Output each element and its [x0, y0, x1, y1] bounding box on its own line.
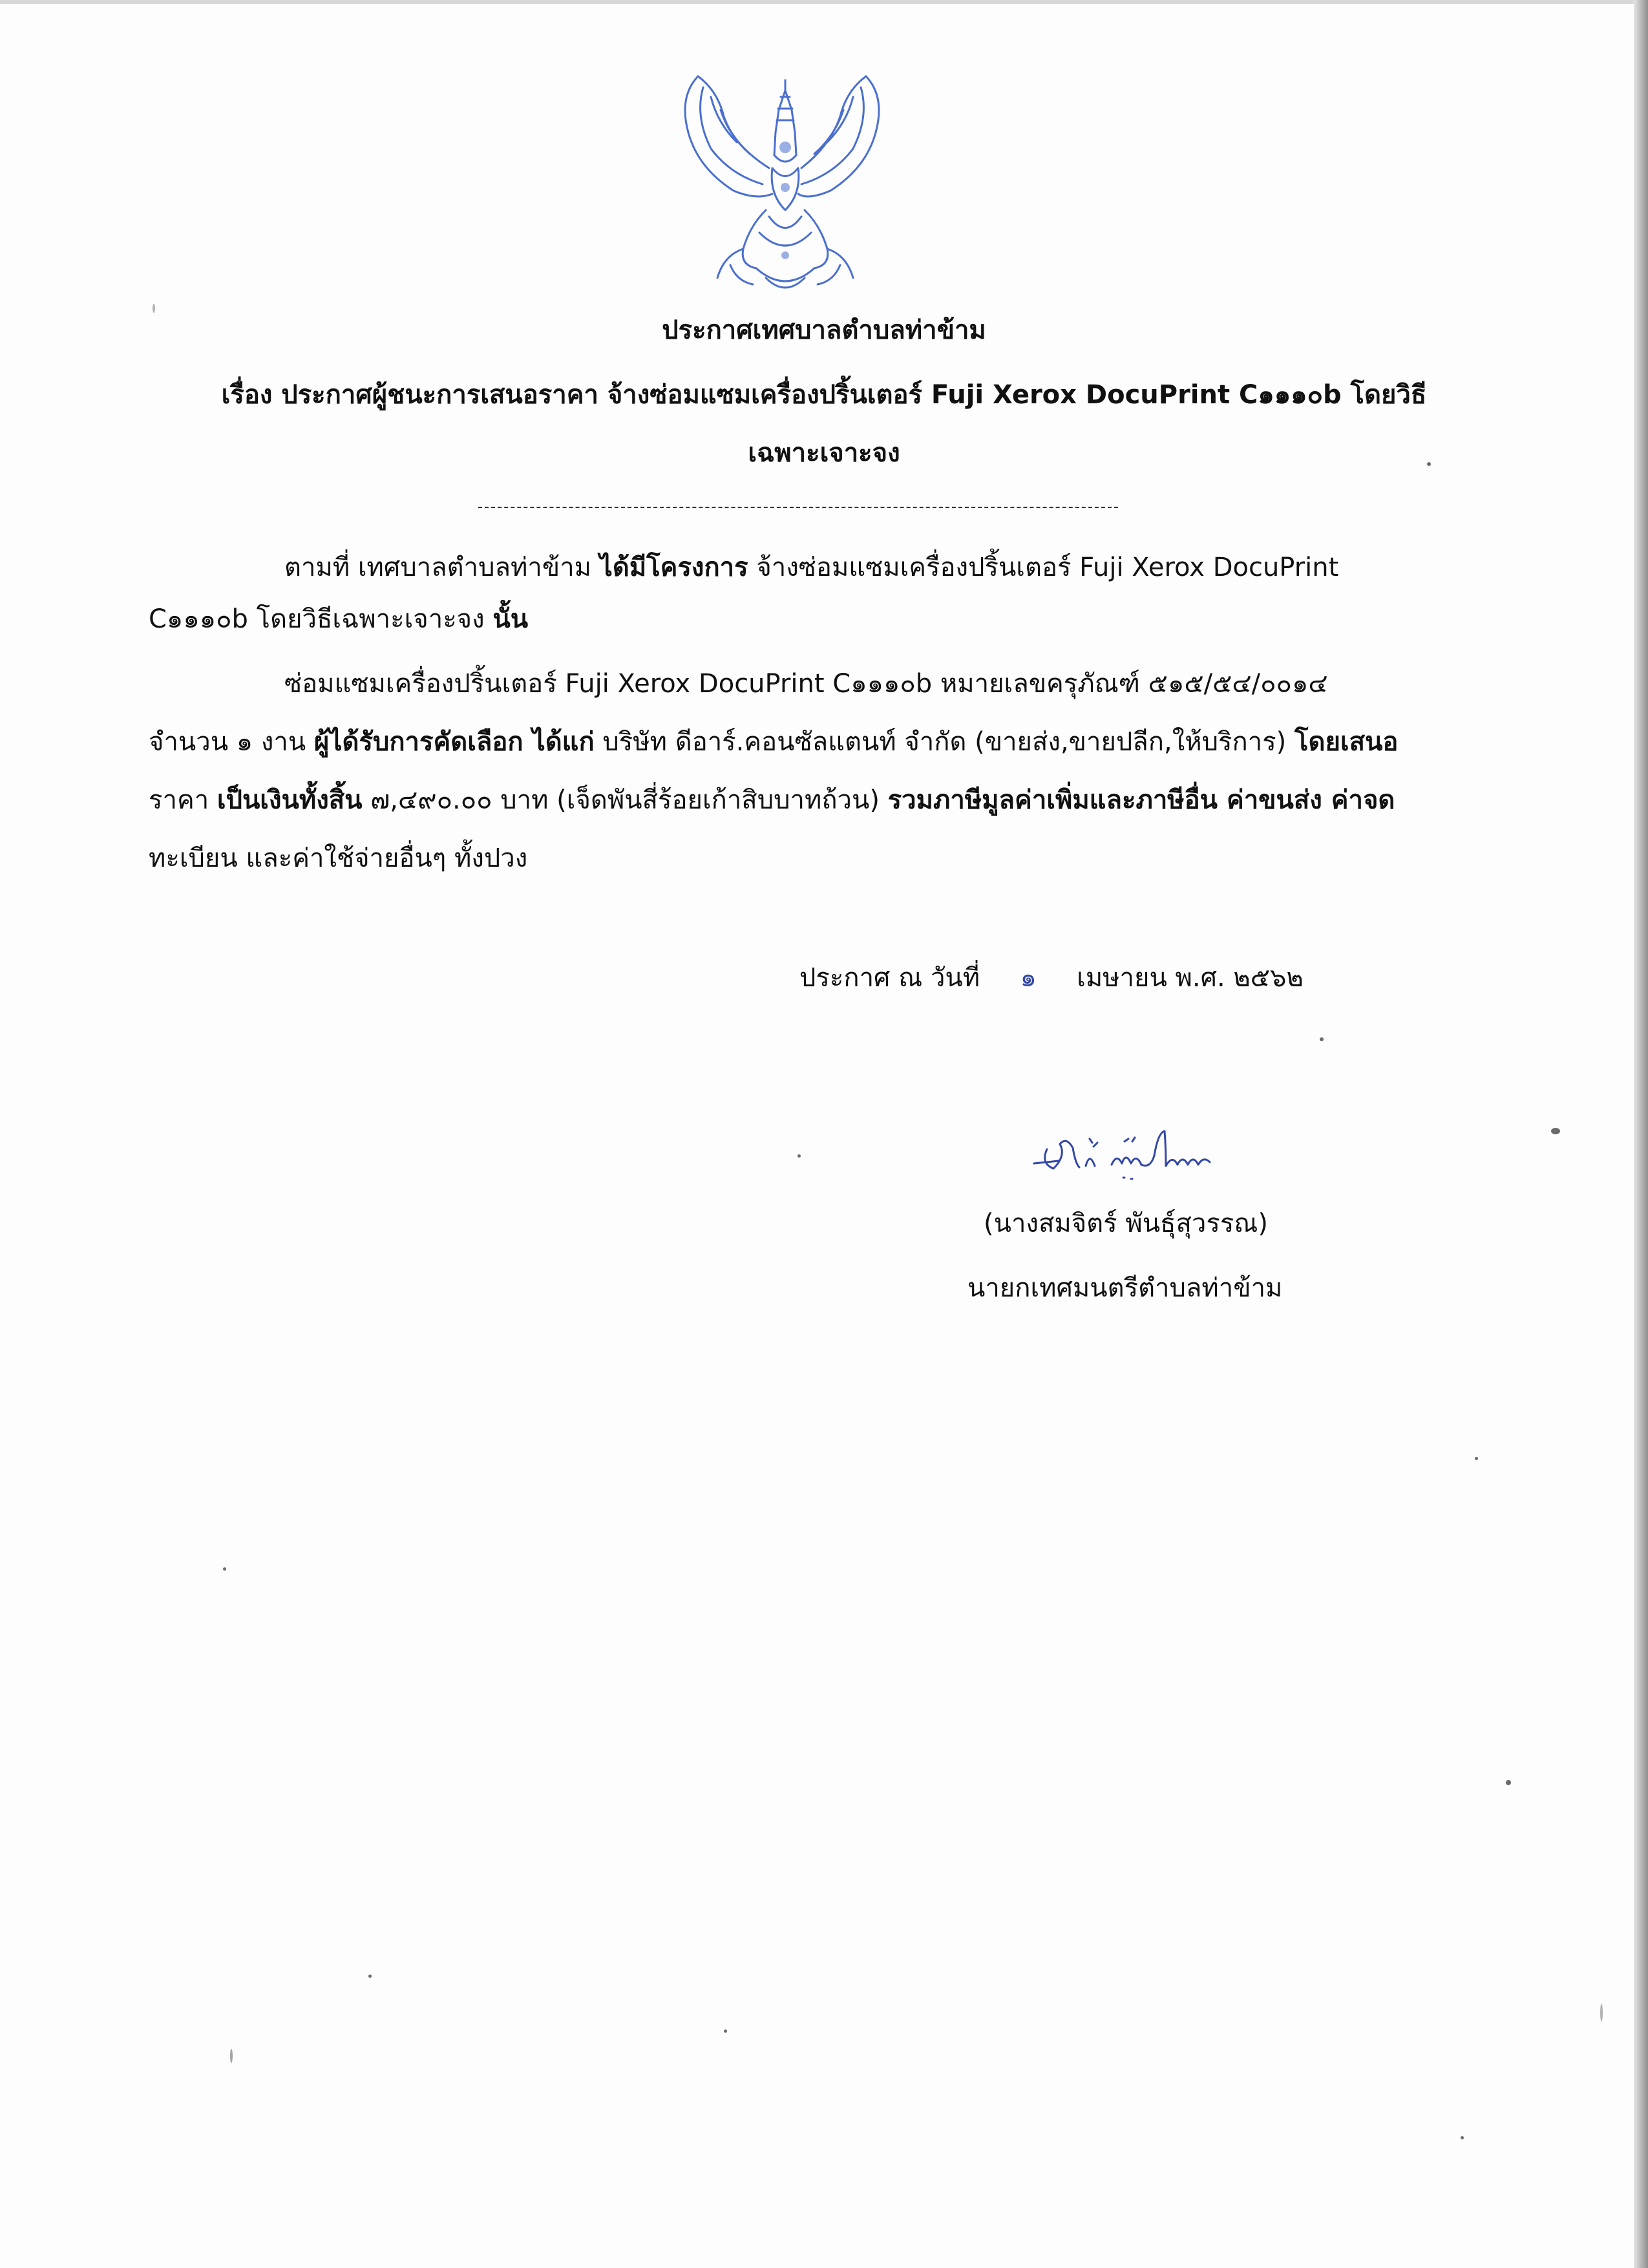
date-day: ๑ — [1020, 963, 1037, 993]
title-divider — [478, 507, 1118, 508]
signatory-name: (นางสมจิตร์ พันธุ์สุวรรณ) — [984, 1209, 1269, 1238]
scan-speck — [1600, 2004, 1603, 2022]
announcement-date — [799, 957, 1304, 998]
scan-speck — [1427, 462, 1431, 466]
scan-speck — [230, 2049, 233, 2063]
text-segment: จำนวน ๑ งาน — [149, 727, 314, 757]
text-segment-bold: รวมภาษีมูลค่าเพิ่มและภาษีอื่น ค่าขนส่ง ค่าจด — [887, 785, 1395, 815]
scan-speck — [1461, 2136, 1464, 2139]
text-segment-bold: ผู้ได้รับการคัดเลือก ได้แก่ — [313, 727, 595, 757]
text-segment: ๗,๔๙๐.๐๐ บาท (เจ็ดพันสี่ร้อยเก้าสิบบาทถ้วน) — [362, 785, 888, 815]
text-segment-bold: นั้น — [492, 604, 529, 634]
announcement-subject-continued: เฉพาะเจาะจง — [748, 438, 900, 468]
scan-speck — [153, 304, 155, 313]
scan-speck — [798, 1154, 801, 1158]
paragraph-2-line-4: ทะเบียน และค่าใช้จ่ายอื่นๆ ทั้งปวง — [149, 843, 528, 873]
text-segment-bold: เป็นเงินทั้งสิ้น — [217, 785, 363, 815]
scan-speck — [223, 1567, 226, 1571]
scan-speck — [1551, 1128, 1560, 1134]
text-segment-bold: โดยเสนอ — [1294, 727, 1399, 757]
date-prefix: ประกาศ ณ วันที่ — [799, 963, 980, 993]
paragraph-1-line-1 — [284, 546, 1338, 588]
scan-top-edge — [0, 0, 1648, 4]
signatory-position: นายกเทศมนตรีตำบลท่าข้าม — [967, 1273, 1283, 1303]
paragraph-2-line-3 — [149, 779, 1395, 820]
scan-speck — [1320, 1037, 1324, 1041]
text-segment: C๑๑๑๐b โดยวิธีเฉพาะเจาะจง — [149, 604, 493, 634]
paragraph-2-line-2 — [149, 721, 1398, 762]
paragraph-1-line-2 — [149, 598, 528, 639]
paragraph-2-line-1: ซ่อมแซมเครื่องปริ้นเตอร์ Fuji Xerox DocuPrint C๑๑๑๐b หมายเลขครุภัณฑ์ ๕๑๕/๕๔/๐๐๑๔ — [284, 669, 1328, 699]
text-segment-bold: ได้มีโครงการ — [599, 553, 748, 582]
date-month-year: เมษายน พ.ศ. ๒๕๖๒ — [1077, 963, 1304, 993]
scan-speck — [1506, 1780, 1511, 1785]
announcement-subject: เรื่อง ประกาศผู้ชนะการเสนอราคา จ้างซ่อมแซมเครื่องปริ้นเตอร์ Fuji Xerox DocuPrint C๑๑๑๐b โดยวิธี — [221, 380, 1427, 410]
garuda-emblem-icon — [672, 71, 892, 301]
text-segment: จ้างซ่อมแซมเครื่องปริ้นเตอร์ Fuji Xerox DocuPrint — [748, 553, 1339, 582]
announcement-title: ประกาศเทศบาลตำบลท่าข้าม — [662, 315, 986, 345]
handwritten-signature-icon — [1028, 1123, 1267, 1185]
text-segment: ราคา — [149, 785, 217, 815]
scan-speck — [1475, 1457, 1478, 1460]
scan-speck — [368, 1975, 372, 1978]
text-segment: ตามที่ เทศบาลตำบลท่าข้าม — [284, 553, 600, 582]
scan-speck — [724, 2030, 727, 2033]
text-segment: บริษัท ดีอาร์.คอนซัลแตนท์ จำกัด (ขายส่ง,ขายปลีก,ให้บริการ) — [594, 727, 1294, 757]
